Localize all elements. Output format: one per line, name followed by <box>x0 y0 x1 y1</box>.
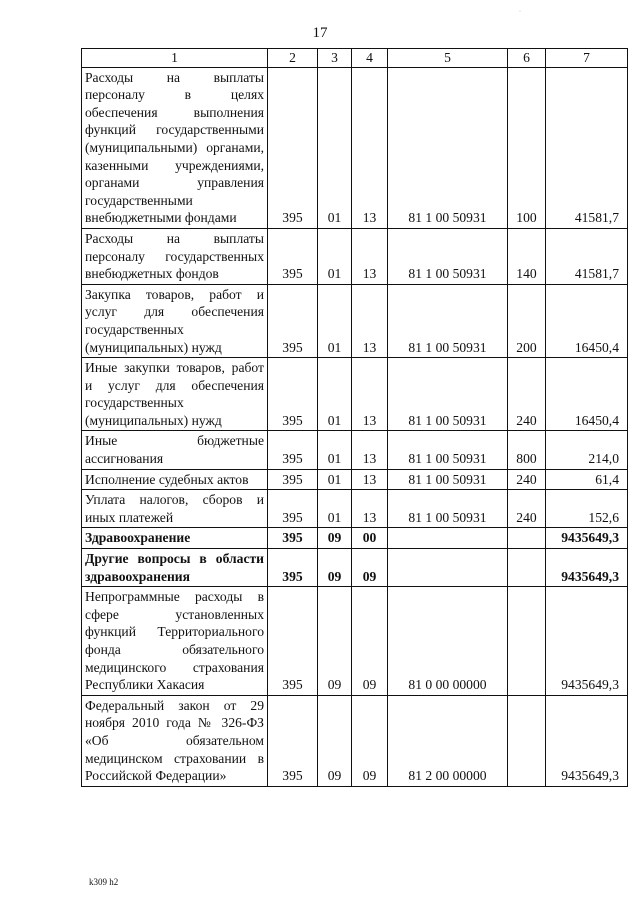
item-name-cell: Здравоохранение <box>82 528 268 549</box>
expense-type-cell: 240 <box>508 358 546 431</box>
item-name-cell: Уплата налогов, сборов и иных платежей <box>82 490 268 528</box>
target-article-cell: 81 0 00 00000 <box>388 587 508 696</box>
target-article-cell: 81 1 00 50931 <box>388 490 508 528</box>
header-cell-6: 6 <box>508 49 546 68</box>
subsection-code-cell: 13 <box>352 358 388 431</box>
table-row <box>82 358 628 431</box>
amount-cell: 61,4 <box>546 469 628 490</box>
item-name-cell: Закупка товаров, работ и услуг для обеспечения государственных (муниципальных) нужд <box>82 284 268 357</box>
header-cell-7: 7 <box>546 49 628 68</box>
amount-cell: 16450,4 <box>546 284 628 357</box>
target-article-cell: 81 1 00 50931 <box>388 228 508 284</box>
admin-code-cell: 395 <box>268 469 318 490</box>
admin-code-cell: 395 <box>268 490 318 528</box>
section-code-cell: 01 <box>318 431 352 469</box>
item-name-cell: Расходы на выплаты персоналу в целях обеспечения выполнения функций государственными (муниципальными) органами, казенными учреждениями, органами управления государственными внебюджетными фондами <box>82 67 268 228</box>
table-row <box>82 469 628 490</box>
amount-cell: 152,6 <box>546 490 628 528</box>
admin-code-cell: 395 <box>268 431 318 469</box>
header-cell-1: 1 <box>82 49 268 68</box>
expense-type-cell: 200 <box>508 284 546 357</box>
subsection-code-cell: 00 <box>352 528 388 549</box>
target-article-cell: 81 1 00 50931 <box>388 431 508 469</box>
item-name-cell: Федеральный закон от 29 ноября 2010 года № 326-ФЗ «Об обязательном медицинском страховании в Российской Федерации» <box>82 695 268 786</box>
section-code-cell: 01 <box>318 469 352 490</box>
header-cell-5: 5 <box>388 49 508 68</box>
header-cell-3: 3 <box>318 49 352 68</box>
admin-code-cell: 395 <box>268 528 318 549</box>
item-name-cell: Иные бюджетные ассигнования <box>82 431 268 469</box>
item-name-cell: Другие вопросы в области здравоохранения <box>82 549 268 587</box>
section-code-cell: 01 <box>318 284 352 357</box>
table-row <box>82 67 628 228</box>
amount-cell: 41581,7 <box>546 228 628 284</box>
header-cell-4: 4 <box>352 49 388 68</box>
item-name-cell: Иные закупки товаров, работ и услуг для обеспечения государственных (муниципальных) нужд <box>82 358 268 431</box>
header-cell-2: 2 <box>268 49 318 68</box>
subsection-code-cell: 09 <box>352 695 388 786</box>
admin-code-cell: 395 <box>268 67 318 228</box>
section-code-cell: 09 <box>318 549 352 587</box>
expense-type-cell <box>508 528 546 549</box>
amount-cell: 214,0 <box>546 431 628 469</box>
expense-type-cell <box>508 549 546 587</box>
table-row <box>82 528 628 549</box>
section-code-cell: 01 <box>318 228 352 284</box>
table-row <box>82 228 628 284</box>
section-code-cell: 09 <box>318 695 352 786</box>
section-code-cell: 01 <box>318 67 352 228</box>
item-name-cell: Исполнение судебных актов <box>82 469 268 490</box>
table-row <box>82 284 628 357</box>
amount-cell: 9435649,3 <box>546 695 628 786</box>
amount-cell: 9435649,3 <box>546 528 628 549</box>
expense-type-cell: 140 <box>508 228 546 284</box>
table-row <box>82 587 628 696</box>
amount-cell: 16450,4 <box>546 358 628 431</box>
target-article-cell: 81 1 00 50931 <box>388 469 508 490</box>
amount-cell: 9435649,3 <box>546 549 628 587</box>
item-name-cell: Расходы на выплаты персоналу государственных внебюджетных фондов <box>82 228 268 284</box>
corner-mark: · <box>519 9 521 15</box>
expense-type-cell: 100 <box>508 67 546 228</box>
expense-type-cell: 240 <box>508 490 546 528</box>
target-article-cell: 81 1 00 50931 <box>388 67 508 228</box>
section-code-cell: 01 <box>318 358 352 431</box>
header-row <box>82 49 628 68</box>
target-article-cell <box>388 528 508 549</box>
subsection-code-cell: 09 <box>352 587 388 696</box>
subsection-code-cell: 13 <box>352 490 388 528</box>
section-code-cell: 09 <box>318 528 352 549</box>
table-row <box>82 490 628 528</box>
amount-cell: 41581,7 <box>546 67 628 228</box>
subsection-code-cell: 09 <box>352 549 388 587</box>
target-article-cell: 81 2 00 00000 <box>388 695 508 786</box>
admin-code-cell: 395 <box>268 358 318 431</box>
table-row <box>82 549 628 587</box>
table-row <box>82 695 628 786</box>
subsection-code-cell: 13 <box>352 431 388 469</box>
subsection-code-cell: 13 <box>352 228 388 284</box>
expense-type-cell <box>508 695 546 786</box>
expense-type-cell: 240 <box>508 469 546 490</box>
subsection-code-cell: 13 <box>352 469 388 490</box>
subsection-code-cell: 13 <box>352 67 388 228</box>
table-row <box>82 431 628 469</box>
footer-code: k309 h2 <box>89 877 119 887</box>
amount-cell: 9435649,3 <box>546 587 628 696</box>
admin-code-cell: 395 <box>268 695 318 786</box>
section-code-cell: 09 <box>318 587 352 696</box>
target-article-cell: 81 1 00 50931 <box>388 358 508 431</box>
target-article-cell: 81 1 00 50931 <box>388 284 508 357</box>
target-article-cell <box>388 549 508 587</box>
budget-table <box>81 48 628 787</box>
section-code-cell: 01 <box>318 490 352 528</box>
expense-type-cell <box>508 587 546 696</box>
expense-type-cell: 800 <box>508 431 546 469</box>
admin-code-cell: 395 <box>268 587 318 696</box>
item-name-cell: Непрограммные расходы в сфере установленных функций Территориального фонда обязательного медицинского страхования Республики Хакасия <box>82 587 268 696</box>
table-body <box>82 49 628 787</box>
admin-code-cell: 395 <box>268 284 318 357</box>
admin-code-cell: 395 <box>268 549 318 587</box>
page-number: 17 <box>312 25 328 41</box>
admin-code-cell: 395 <box>268 228 318 284</box>
subsection-code-cell: 13 <box>352 284 388 357</box>
